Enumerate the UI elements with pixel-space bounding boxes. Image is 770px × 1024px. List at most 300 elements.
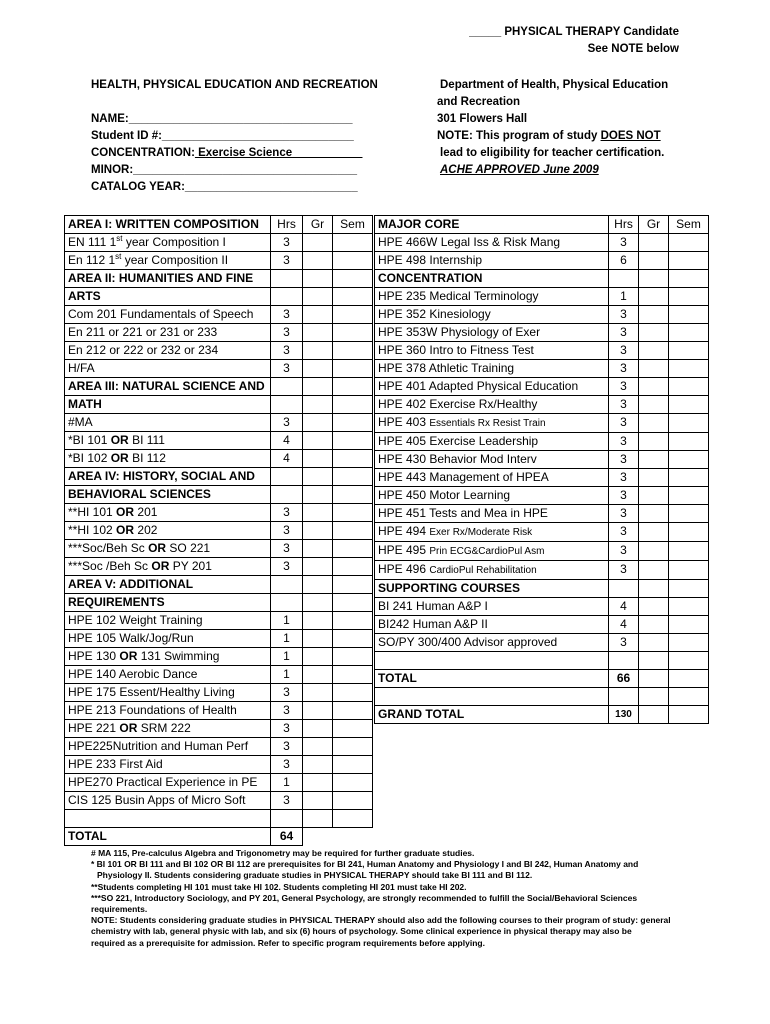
right-row	[375, 670, 709, 688]
left-course-cell: REQUIREMENTS	[65, 594, 271, 612]
left-semester-cell	[333, 522, 373, 540]
right-hours-cell: 130	[609, 706, 639, 724]
right-hours-cell: 6	[609, 252, 639, 270]
left-semester-cell	[333, 684, 373, 702]
left-grade-cell	[303, 720, 333, 738]
right-hours-cell: 4	[609, 598, 639, 616]
right-row	[375, 414, 709, 433]
left-row	[65, 288, 373, 306]
right-course-cell	[375, 652, 609, 670]
right-grade-cell	[639, 652, 669, 670]
footnote-line: NOTE: Students considering graduate studies in PHYSICAL THERAPY should also add the following courses to their program of study: general	[91, 915, 671, 926]
left-row	[65, 234, 373, 252]
left-hours-cell: 3	[271, 792, 303, 810]
left-course-cell: MATH	[65, 396, 271, 414]
right-row	[375, 688, 709, 706]
right-course-cell: HPE 403 Essentials Rx Resist Train	[375, 414, 609, 433]
left-grade-cell	[303, 594, 333, 612]
right-hours-cell: 1	[609, 288, 639, 306]
footnote-line: chemistry with lab, general physic with lab, and six (6) hours of psychology. Some clinical experience in physical therapy may also be	[91, 926, 632, 937]
left-row	[65, 468, 373, 486]
left-course-cell: HPE 102 Weight Training	[65, 612, 271, 630]
right-grade-cell	[639, 616, 669, 634]
right-course-cell: HPE 443 Management of HPEA	[375, 469, 609, 487]
right-course-cell: HPE 378 Athletic Training	[375, 360, 609, 378]
right-semester-cell	[669, 378, 709, 396]
right-row	[375, 324, 709, 342]
left-semester-cell	[333, 414, 373, 432]
left-grade-cell	[303, 738, 333, 756]
left-hours-cell: 3	[271, 684, 303, 702]
right-row	[375, 342, 709, 360]
left-grade-cell	[303, 450, 333, 468]
right-course-cell: HPE 402 Exercise Rx/Healthy	[375, 396, 609, 414]
left-hours-cell: 1	[271, 630, 303, 648]
right-hours-cell	[609, 270, 639, 288]
minor-field: MINOR:___________________________________	[91, 164, 358, 176]
right-grade-cell	[639, 306, 669, 324]
left-semester-cell	[333, 558, 373, 576]
left-semester-cell	[333, 324, 373, 342]
right-grade-cell	[639, 324, 669, 342]
right-row	[375, 234, 709, 252]
left-semester-cell	[333, 306, 373, 324]
left-semester-cell	[333, 342, 373, 360]
right-course-cell: TOTAL	[375, 670, 609, 688]
left-hours-cell	[271, 378, 303, 396]
right-hours-cell: 4	[609, 616, 639, 634]
right-grade-cell	[639, 634, 669, 652]
right-semester-cell	[669, 433, 709, 451]
left-row	[65, 612, 373, 630]
left-hours-cell: 3	[271, 702, 303, 720]
left-semester-cell	[333, 234, 373, 252]
left-grade-cell	[303, 774, 333, 792]
right-hours-cell: 3	[609, 523, 639, 542]
left-grade-cell	[303, 414, 333, 432]
left-hours-cell: 3	[271, 252, 303, 270]
left-course-cell: HPE 130 OR 131 Swimming	[65, 648, 271, 666]
right-semester-cell	[669, 306, 709, 324]
left-hours-cell	[271, 396, 303, 414]
left-row	[65, 792, 373, 810]
left-course-cell: **HI 102 OR 202	[65, 522, 271, 540]
right-row	[375, 252, 709, 270]
left-semester-cell	[333, 810, 373, 828]
right-semester-cell	[669, 396, 709, 414]
right-semester-cell	[669, 580, 709, 598]
right-hours-cell: 3	[609, 469, 639, 487]
left-row	[65, 594, 373, 612]
general-studies-table	[64, 215, 373, 846]
left-grade-cell	[303, 252, 333, 270]
right-hours-cell: 3	[609, 451, 639, 469]
right-grade-cell	[639, 288, 669, 306]
right-hours-cell: 3	[609, 234, 639, 252]
left-semester-cell	[333, 630, 373, 648]
left-row	[65, 324, 373, 342]
right-course-cell: HPE 466W Legal Iss & Risk Mang	[375, 234, 609, 252]
left-grade-cell	[303, 288, 333, 306]
footnote-line: * BI 101 OR BI 111 and BI 102 OR BI 112 are prerequisites for BI 241, Human Anatomy and Physiology I and BI 242, Human Anatomy and	[91, 859, 639, 870]
left-total-grade	[303, 828, 333, 846]
department-line-1: Department of Health, Physical Education	[440, 79, 669, 91]
note-prefix: NOTE: This program of study	[437, 130, 601, 142]
right-course-cell: SUPPORTING COURSES	[375, 580, 609, 598]
right-grade-cell	[639, 580, 669, 598]
left-row	[65, 306, 373, 324]
left-course-cell: ***Soc/Beh Sc OR SO 221	[65, 540, 271, 558]
right-row	[375, 561, 709, 580]
program-note	[437, 128, 661, 145]
left-semester-cell	[333, 756, 373, 774]
left-course-cell: En 212 or 222 or 232 or 234	[65, 342, 271, 360]
right-header-hrs: Hrs	[609, 216, 639, 234]
left-row	[65, 810, 373, 828]
left-hours-cell: 4	[271, 432, 303, 450]
left-course-cell: HPE 175 Essent/Healthy Living	[65, 684, 271, 702]
left-grade-cell	[303, 630, 333, 648]
see-note-text: See NOTE below	[587, 43, 679, 55]
name-field: NAME:___________________________________	[91, 113, 353, 125]
right-hours-cell	[609, 652, 639, 670]
left-hours-cell	[271, 486, 303, 504]
right-semester-cell	[669, 634, 709, 652]
footnote-line: Physiology II. Students considering graduate studies in PHYSICAL THERAPY should take BI 111 and BI 112.	[97, 870, 533, 881]
right-grade-cell	[639, 523, 669, 542]
left-grade-cell	[303, 504, 333, 522]
right-semester-cell	[669, 360, 709, 378]
left-row	[65, 486, 373, 504]
left-grade-cell	[303, 468, 333, 486]
left-semester-cell	[333, 720, 373, 738]
left-semester-cell	[333, 252, 373, 270]
left-semester-cell	[333, 792, 373, 810]
note-emphasis: DOES NOT	[600, 130, 661, 142]
left-hours-cell	[271, 288, 303, 306]
right-grade-cell	[639, 396, 669, 414]
left-total-row	[65, 828, 373, 846]
student-id-field: Student ID #:______________________________	[91, 130, 354, 142]
right-semester-cell	[669, 598, 709, 616]
right-grade-cell	[639, 378, 669, 396]
left-semester-cell	[333, 270, 373, 288]
footnote-line: ***SO 221, Introductory Sociology, and PY 201, General Psychology, are strongly recommended to fulfill the Social/Behavioral Sciences	[91, 892, 638, 903]
right-header-gr: Gr	[639, 216, 669, 234]
left-semester-cell	[333, 504, 373, 522]
left-course-cell: HPE 105 Walk/Jog/Run	[65, 630, 271, 648]
right-grade-cell	[639, 670, 669, 688]
right-course-cell: HPE 450 Motor Learning	[375, 487, 609, 505]
right-grade-cell	[639, 270, 669, 288]
right-row	[375, 288, 709, 306]
right-grade-cell	[639, 433, 669, 451]
left-grade-cell	[303, 486, 333, 504]
left-grade-cell	[303, 756, 333, 774]
right-course-cell: HPE 353W Physiology of Exer	[375, 324, 609, 342]
right-semester-cell	[669, 523, 709, 542]
left-semester-cell	[333, 774, 373, 792]
left-hours-cell: 4	[271, 450, 303, 468]
right-grade-cell	[639, 451, 669, 469]
left-hours-cell	[271, 468, 303, 486]
left-row	[65, 540, 373, 558]
left-row	[65, 522, 373, 540]
major-core-table	[374, 215, 709, 724]
footnote-line: **Students completing HI 101 must take HI 102. Students completing HI 201 must take HI 202.	[91, 881, 467, 892]
right-course-cell: GRAND TOTAL	[375, 706, 609, 724]
right-hours-cell: 3	[609, 396, 639, 414]
right-semester-cell	[669, 706, 709, 724]
right-hours-cell: 3	[609, 342, 639, 360]
right-grade-cell	[639, 469, 669, 487]
left-grade-cell	[303, 558, 333, 576]
left-grade-cell	[303, 702, 333, 720]
left-hours-cell: 3	[271, 738, 303, 756]
right-semester-cell	[669, 542, 709, 561]
right-semester-cell	[669, 234, 709, 252]
left-hours-cell	[271, 810, 303, 828]
left-row	[65, 342, 373, 360]
right-row	[375, 616, 709, 634]
right-hours-cell: 3	[609, 487, 639, 505]
left-hours-cell: 3	[271, 342, 303, 360]
right-row	[375, 487, 709, 505]
left-hours-cell: 3	[271, 504, 303, 522]
right-semester-cell	[669, 487, 709, 505]
left-row	[65, 270, 373, 288]
left-hours-cell: 3	[271, 720, 303, 738]
left-row	[65, 450, 373, 468]
right-header-sem: Sem	[669, 216, 709, 234]
right-course-cell: HPE 495 Prin ECG&CardioPul Asm	[375, 542, 609, 561]
left-course-cell: H/FA	[65, 360, 271, 378]
right-course-cell: HPE 405 Exercise Leadership	[375, 433, 609, 451]
right-semester-cell	[669, 414, 709, 433]
left-hours-cell: 1	[271, 774, 303, 792]
right-semester-cell	[669, 652, 709, 670]
left-grade-cell	[303, 666, 333, 684]
right-course-cell: HPE 494 Exer Rx/Moderate Risk	[375, 523, 609, 542]
left-grade-cell	[303, 396, 333, 414]
left-row	[65, 558, 373, 576]
left-row	[65, 702, 373, 720]
right-row	[375, 306, 709, 324]
right-course-cell: HPE 451 Tests and Mea in HPE	[375, 505, 609, 523]
left-row	[65, 720, 373, 738]
right-hours-cell: 3	[609, 306, 639, 324]
left-grade-cell	[303, 684, 333, 702]
left-semester-cell	[333, 486, 373, 504]
left-row	[65, 378, 373, 396]
right-course-cell: BI 241 Human A&P I	[375, 598, 609, 616]
right-row	[375, 396, 709, 414]
right-row	[375, 270, 709, 288]
left-row	[65, 648, 373, 666]
right-grade-cell	[639, 360, 669, 378]
left-semester-cell	[333, 738, 373, 756]
left-hours-cell: 1	[271, 648, 303, 666]
right-course-cell: CONCENTRATION	[375, 270, 609, 288]
left-course-cell: AREA V: ADDITIONAL	[65, 576, 271, 594]
left-header-gr: Gr	[303, 216, 333, 234]
left-grade-cell	[303, 432, 333, 450]
left-grade-cell	[303, 306, 333, 324]
left-course-cell: En 112 1st year Composition II	[65, 252, 271, 270]
left-semester-cell	[333, 612, 373, 630]
left-course-cell: AREA IV: HISTORY, SOCIAL AND	[65, 468, 271, 486]
concentration-value: Exercise Science___________	[194, 147, 363, 159]
right-hours-cell: 3	[609, 561, 639, 580]
left-course-cell: ARTS	[65, 288, 271, 306]
left-course-cell: Com 201 Fundamentals of Speech	[65, 306, 271, 324]
right-grade-cell	[639, 542, 669, 561]
left-hours-cell: 3	[271, 756, 303, 774]
left-hours-cell	[271, 270, 303, 288]
left-grade-cell	[303, 360, 333, 378]
right-hours-cell: 3	[609, 378, 639, 396]
left-hours-cell: 1	[271, 612, 303, 630]
right-semester-cell	[669, 670, 709, 688]
right-row	[375, 523, 709, 542]
right-row	[375, 469, 709, 487]
left-semester-cell	[333, 468, 373, 486]
left-course-cell: En 211 or 221 or 231 or 233	[65, 324, 271, 342]
left-semester-cell	[333, 594, 373, 612]
left-row	[65, 774, 373, 792]
right-course-cell: HPE 430 Behavior Mod Interv	[375, 451, 609, 469]
right-grade-cell	[639, 234, 669, 252]
right-row	[375, 706, 709, 724]
right-row	[375, 634, 709, 652]
right-hours-cell	[609, 688, 639, 706]
left-grade-cell	[303, 792, 333, 810]
right-row	[375, 451, 709, 469]
department-address: 301 Flowers Hall	[437, 113, 528, 125]
right-semester-cell	[669, 561, 709, 580]
physical-therapy-candidate-line: _____ PHYSICAL THERAPY Candidate	[469, 26, 679, 38]
right-grade-cell	[639, 706, 669, 724]
left-hours-cell: 3	[271, 558, 303, 576]
left-semester-cell	[333, 450, 373, 468]
right-hours-cell: 3	[609, 542, 639, 561]
left-grade-cell	[303, 234, 333, 252]
ache-approval	[440, 162, 599, 179]
left-semester-cell	[333, 396, 373, 414]
left-course-cell	[65, 810, 271, 828]
left-total-sem	[333, 828, 373, 846]
left-semester-cell	[333, 540, 373, 558]
right-grade-cell	[639, 342, 669, 360]
left-row	[65, 414, 373, 432]
left-semester-cell	[333, 576, 373, 594]
left-row	[65, 666, 373, 684]
right-semester-cell	[669, 252, 709, 270]
left-header-row	[65, 216, 373, 234]
left-semester-cell	[333, 432, 373, 450]
left-course-cell: AREA II: HUMANITIES AND FINE	[65, 270, 271, 288]
left-course-cell: HPE 140 Aerobic Dance	[65, 666, 271, 684]
right-grade-cell	[639, 414, 669, 433]
left-grade-cell	[303, 612, 333, 630]
left-grade-cell	[303, 540, 333, 558]
right-semester-cell	[669, 342, 709, 360]
right-semester-cell	[669, 270, 709, 288]
left-course-cell: HPE 213 Foundations of Health	[65, 702, 271, 720]
right-hours-cell: 3	[609, 360, 639, 378]
left-row	[65, 738, 373, 756]
right-header-course: MAJOR CORE	[375, 216, 609, 234]
left-course-cell: HPE225Nutrition and Human Perf	[65, 738, 271, 756]
right-row	[375, 542, 709, 561]
left-row	[65, 576, 373, 594]
right-header-row	[375, 216, 709, 234]
left-grade-cell	[303, 810, 333, 828]
left-hours-cell	[271, 576, 303, 594]
left-hours-cell: 3	[271, 540, 303, 558]
left-hours-cell: 1	[271, 666, 303, 684]
footnote-line: requirements.	[91, 904, 148, 915]
left-course-cell: HPE 221 OR SRM 222	[65, 720, 271, 738]
left-hours-cell: 3	[271, 414, 303, 432]
right-grade-cell	[639, 561, 669, 580]
ache-approval-text: ACHE APPROVED June 2009	[440, 164, 599, 176]
left-row	[65, 504, 373, 522]
left-header-hrs: Hrs	[271, 216, 303, 234]
left-course-cell: BEHAVIORAL SCIENCES	[65, 486, 271, 504]
right-row	[375, 580, 709, 598]
left-course-cell: AREA III: NATURAL SCIENCE AND	[65, 378, 271, 396]
left-semester-cell	[333, 648, 373, 666]
left-semester-cell	[333, 360, 373, 378]
left-grade-cell	[303, 324, 333, 342]
left-grade-cell	[303, 378, 333, 396]
left-course-cell: #MA	[65, 414, 271, 432]
program-title: HEALTH, PHYSICAL EDUCATION AND RECREATION	[91, 79, 378, 91]
right-semester-cell	[669, 505, 709, 523]
right-course-cell: HPE 498 Internship	[375, 252, 609, 270]
left-course-cell: CIS 125 Busin Apps of Micro Soft	[65, 792, 271, 810]
left-grade-cell	[303, 342, 333, 360]
left-row	[65, 396, 373, 414]
right-semester-cell	[669, 688, 709, 706]
left-course-cell: HPE270 Practical Experience in PE	[65, 774, 271, 792]
program-note-line-2: lead to eligibility for teacher certification.	[440, 147, 665, 159]
right-hours-cell	[609, 580, 639, 598]
department-line-2: and Recreation	[437, 96, 521, 108]
right-hours-cell: 3	[609, 414, 639, 433]
right-semester-cell	[669, 616, 709, 634]
right-row	[375, 652, 709, 670]
left-row	[65, 360, 373, 378]
catalog-year-field: CATALOG YEAR:___________________________	[91, 181, 358, 193]
concentration-label: CONCENTRATION:	[91, 147, 195, 159]
right-course-cell: SO/PY 300/400 Advisor approved	[375, 634, 609, 652]
left-row	[65, 630, 373, 648]
right-grade-cell	[639, 598, 669, 616]
footnote-line: # MA 115, Pre-calculus Algebra and Trigonometry may be required for further graduate studies.	[91, 848, 475, 858]
left-course-cell: HPE 233 First Aid	[65, 756, 271, 774]
left-course-cell: **HI 101 OR 201	[65, 504, 271, 522]
left-semester-cell	[333, 666, 373, 684]
left-row	[65, 756, 373, 774]
right-grade-cell	[639, 505, 669, 523]
right-row	[375, 378, 709, 396]
right-row	[375, 598, 709, 616]
left-grade-cell	[303, 270, 333, 288]
right-course-cell: HPE 360 Intro to Fitness Test	[375, 342, 609, 360]
right-grade-cell	[639, 688, 669, 706]
